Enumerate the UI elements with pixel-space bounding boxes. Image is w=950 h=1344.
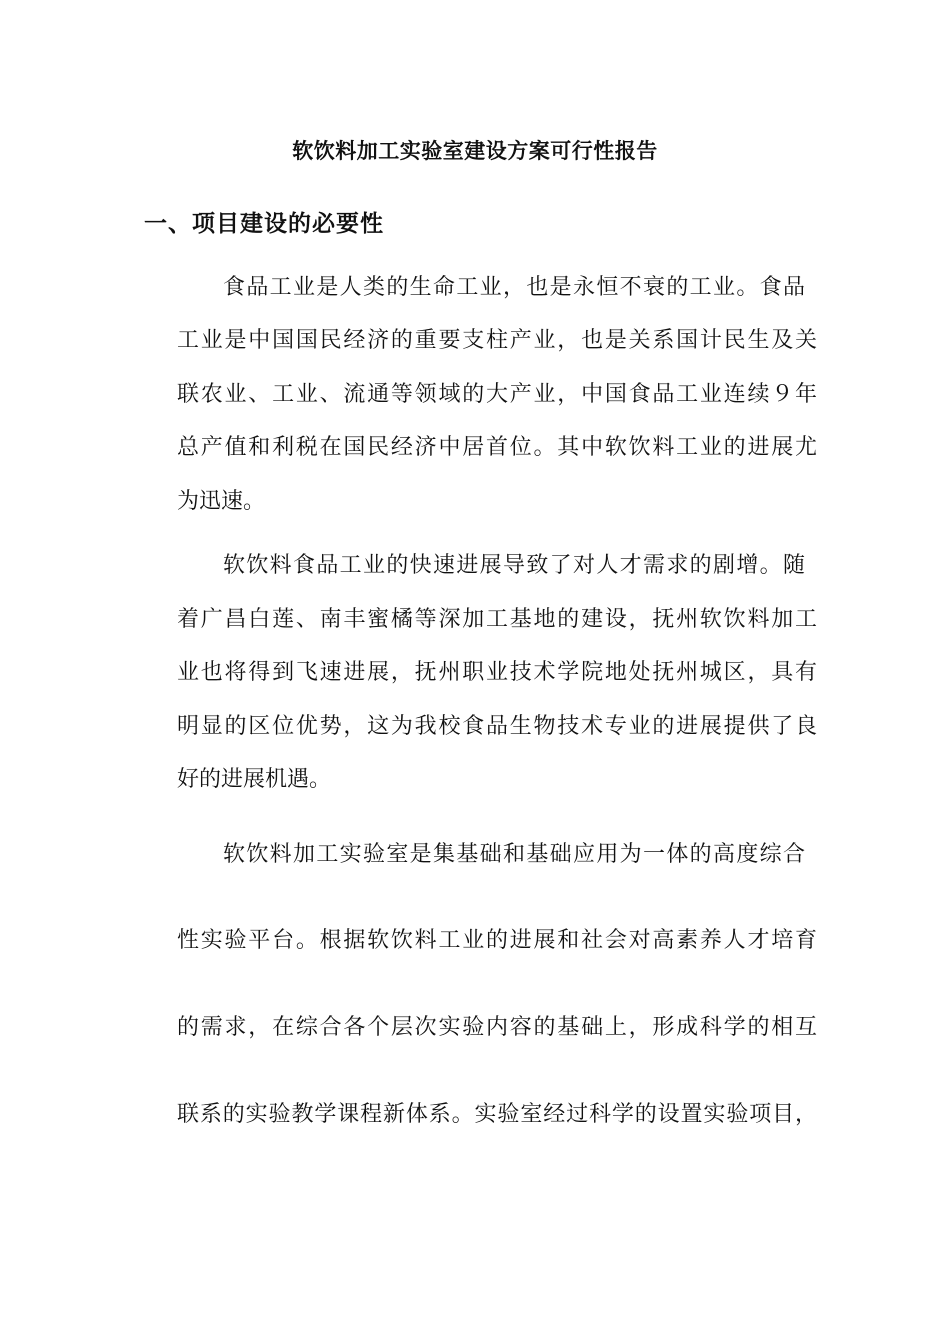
paragraph-1-line-2: 工业是中国国民经济的重要支柱产业，也是关系国计民生及关: [177, 328, 817, 353]
paragraph-2-line-4: 明显的区位优势，这为我校食品生物技术专业的进展提供了良: [177, 714, 817, 739]
paragraph-1-line-1: 食品工业是人类的生命工业，也是永恒不衰的工业。食品: [223, 275, 805, 300]
paragraph-3-line-3: 的需求，在综合各个层次实验内容的基础上，形成科学的相互: [177, 1015, 817, 1040]
paragraph-1-line-4: 总产值和利税在国民经济中居首位。其中软饮料工业的进展尤: [177, 435, 817, 460]
paragraph-3-line-2: 性实验平台。根据软饮料工业的进展和社会对高素养人才培育: [177, 928, 817, 953]
paragraph-1-line-5: 为迅速。: [177, 489, 266, 514]
paragraph-2-line-1: 软饮料食品工业的快速进展导致了对人才需求的剧增。随: [223, 553, 805, 578]
paragraph-3-line-1: 软饮料加工实验室是集基础和基础应用为一体的高度综合: [223, 842, 805, 867]
paragraph-3-line-4: 联系的实验教学课程新体系。实验室经过科学的设置实验项目，: [177, 1102, 817, 1127]
paragraph-2-line-5: 好的进展机遇。: [177, 767, 332, 792]
paragraph-1-line-3: 联农业、工业、流通等领域的大产业，中国食品工业连续９年: [177, 382, 817, 407]
paragraph-2-line-2: 着广昌白莲、南丰蜜橘等深加工基地的建设，抚州软饮料加工: [177, 607, 817, 632]
section-heading: 一、项目建设的必要性: [144, 211, 384, 237]
paragraph-2-line-3: 业也将得到飞速进展，抚州职业技术学院地处抚州城区，具有: [177, 660, 817, 685]
document-title: 软饮料加工实验室建设方案可行性报告: [292, 139, 658, 163]
